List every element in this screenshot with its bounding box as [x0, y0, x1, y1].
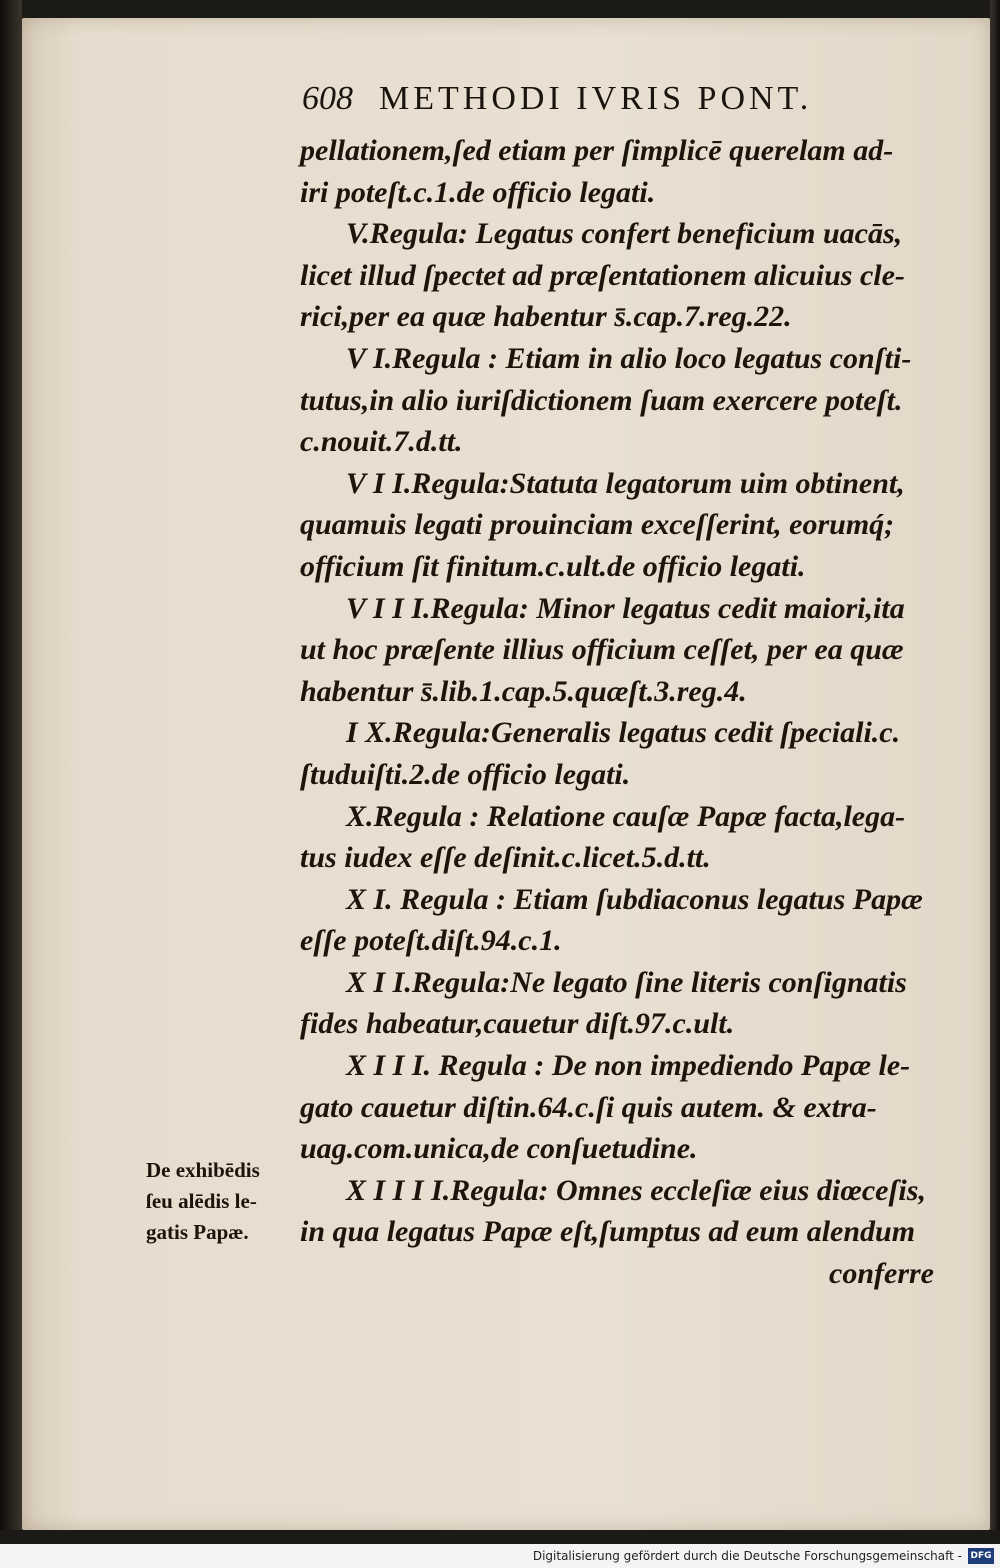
dfg-logo-icon: DFG [968, 1548, 994, 1564]
text-line: X I I.Regula:Ne legato ſine literis conſignatis [346, 965, 907, 999]
text-line: tus iudex eſſe deſinit.c.licet.5.d.tt. [300, 841, 711, 875]
margin-note [146, 1155, 296, 1248]
text-line: V.Regula: Legatus confert beneficium uacās, [346, 217, 903, 251]
catchword: conferre [829, 1257, 934, 1291]
text-line: I X.Regula:Generalis legatus cedit ſpeciali.c. [346, 716, 901, 750]
text-line: X I I I I.Regula: Omnes eccleſiæ eius diœceſis, [346, 1173, 926, 1207]
text-line: X.Regula : Relatione cauſæ Papæ facta,lega- [346, 799, 906, 833]
margin-note-line: ſeu alēdis le- [146, 1189, 257, 1213]
text-line: rici,per ea quæ habentur s̄.cap.7.reg.22. [300, 300, 792, 334]
digitization-footer [0, 1544, 1000, 1568]
text-line: licet illud ſpectet ad præſentationem alicuius cle- [300, 258, 905, 292]
text-line: iri poteſt.c.1.de officio legati. [300, 175, 656, 209]
text-line: ſtuduiſti.2.de officio legati. [300, 757, 631, 791]
text-line: fides habeatur,cauetur diſt.97.c.ult. [300, 1007, 735, 1041]
text-line: officium ſit finitum.c.ult.de officio legati. [300, 549, 806, 583]
text-line: gato cauetur diſtin.64.c.ſi quis autem. & extra- [300, 1090, 877, 1124]
footer-credit: Digitalisierung gefördert durch die Deutsche Forschungsgemeinschaft - [532, 1549, 962, 1563]
text-line: habentur s̄.lib.1.cap.5.quæſt.3.reg.4. [300, 674, 747, 708]
text-line: pellationem,ſed etiam per ſimplicē querelam ad- [300, 134, 894, 167]
text-line: V I I I.Regula: Minor legatus cedit maiori,ita [346, 591, 905, 625]
text-line: tutus,in alio iuriſdictionem ſuam exercere poteſt. [300, 383, 903, 417]
running-header [302, 80, 902, 118]
margin-note-line: gatis Papæ. [146, 1220, 249, 1244]
text-line: ut hoc præſente illius officium ceſſet, per ea quæ [300, 633, 904, 667]
text-line: X I I I. Regula : De non impediendo Papæ le- [346, 1049, 911, 1083]
page-number: 608 [302, 80, 353, 117]
running-title: METHODI IVRIS PONT. [379, 80, 813, 117]
text-line: X I. Regula : Etiam ſubdiaconus legatus Papæ [346, 882, 923, 916]
text-line: uag.com.unica,de conſuetudine. [300, 1132, 698, 1166]
text-line: V I.Regula : Etiam in alio loco legatus conſti- [346, 341, 912, 375]
body-text [300, 130, 940, 1295]
book-edge-left [0, 0, 22, 1530]
text-line: eſſe poteſt.diſt.94.c.1. [300, 924, 562, 958]
text-line: V I I.Regula:Statuta legatorum uim obtinent, [346, 466, 905, 500]
text-line: quamuis legati prouinciam exceſſerint, eorumq́; [300, 508, 895, 542]
book-edge-right [990, 0, 1000, 1530]
text-line: in qua legatus Papæ eſt,ſumptus ad eum alendum [300, 1215, 916, 1249]
text-line: c.nouit.7.d.tt. [300, 425, 463, 459]
margin-note-line: De exhibēdis [146, 1158, 260, 1182]
